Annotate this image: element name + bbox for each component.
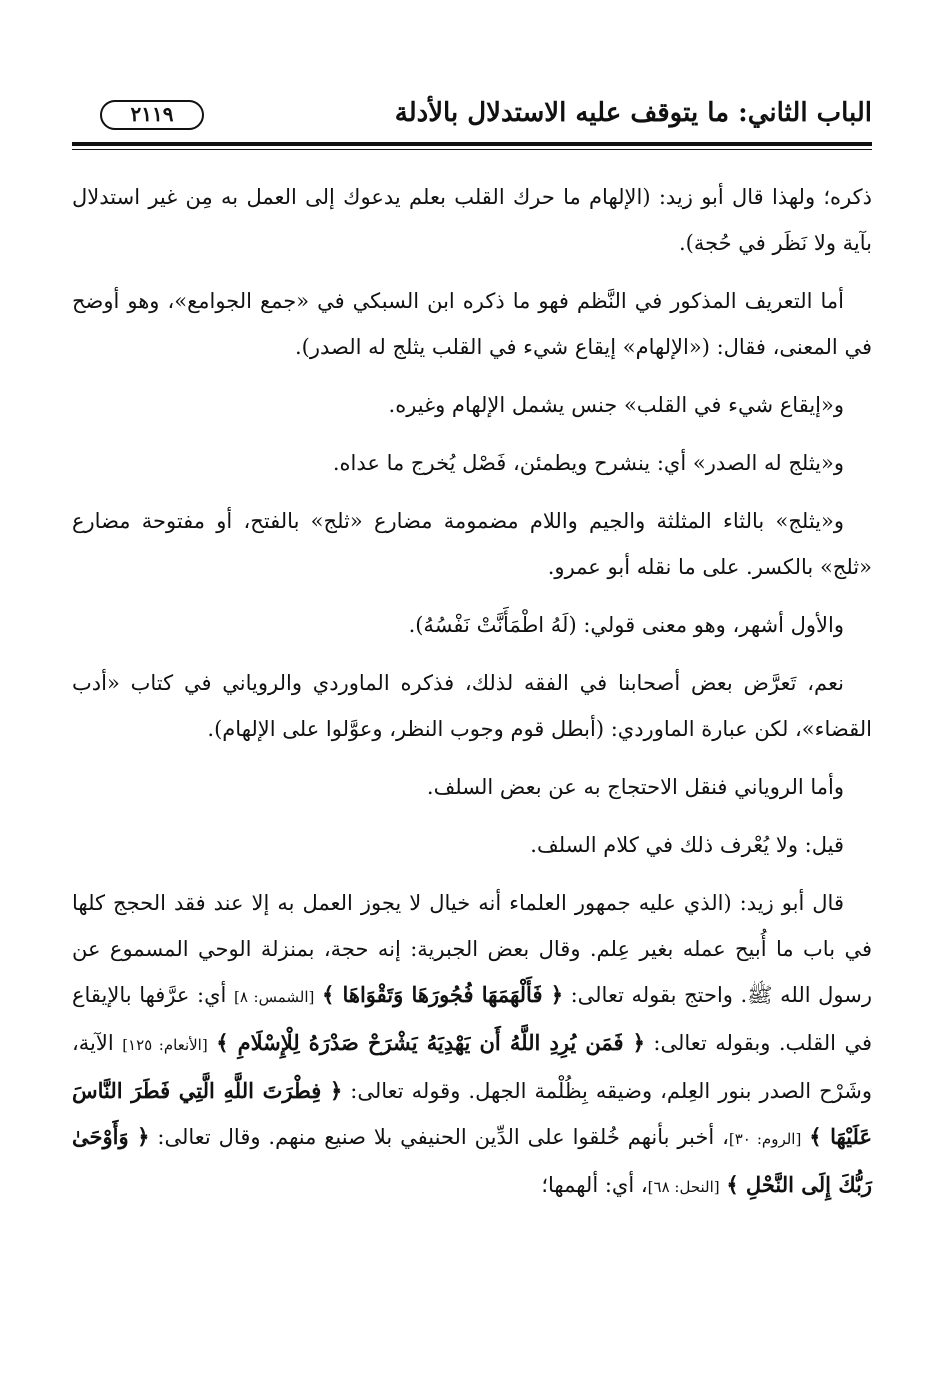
paragraph-6: والأول أشهر، وهو معنى قولي: (لَهُ اطْمَأَنَّتْ نَفْسُهُ). xyxy=(408,613,844,637)
quran-verse: ﴿ فِطْرَتَ اللَّهِ الَّتِي فَطَرَ النَّاسَ عَلَيْهَا ﴾ xyxy=(72,1078,872,1149)
header-rule-thick xyxy=(72,142,872,146)
paragraph-5: و«يثلج» بالثاء المثلثة والجيم واللام مضمومة مضارع «ثلج» بالفتح، أو مفتوحة مضارع «ثلج» بالكسر. على ما نقله أبو عمرو. xyxy=(72,509,872,579)
paragraph-8: وأما الروياني فنقل الاحتجاج به عن بعض السلف. xyxy=(426,775,844,799)
verse-reference: [الأنعام: ١٢٥] xyxy=(122,1036,208,1054)
text-run: الآية، وشَرْح الصدر بنور العِلم، وضيقه بِظُلْمة الجهل. وقوله تعالى: xyxy=(72,1031,872,1103)
page-number-badge: ٢١١٩ xyxy=(100,100,204,130)
header-rule-thin xyxy=(72,149,872,150)
quran-verse: ﴿ وَأَوْحَىٰ رَبُّكَ إِلَى النَّحْلِ ﴾ xyxy=(72,1124,872,1197)
page-header xyxy=(72,92,872,140)
verse-reference: [الشمس: ٨] xyxy=(233,988,315,1006)
paragraph-7: نعم، تَعرَّض بعض أصحابنا في الفقه لذلك، فذكره الماوردي والروياني في كتاب «أدب القضاء»، لكن عبارة الماوردي: (أبطل قوم وجوب النظر، وعوَّلوا على الإلهام). xyxy=(72,671,872,741)
text-run: ، أي: ألهمها؛ xyxy=(541,1173,648,1197)
paragraph-2: أما التعريف المذكور في النَّظم فهو ما ذكره ابن السبكي في «جمع الجوامع»، وهو أوضح في المعنى، فقال: («الإلهام» إيقاع شيء في القلب يثلج له الصدر). xyxy=(72,289,872,359)
quran-verse: ﴿ فَأَلْهَمَهَا فُجُورَهَا وَتَقْوَاهَا ﴾ xyxy=(321,982,563,1007)
book-page xyxy=(72,92,872,1322)
text-run: أي: عرَّفها بالإيقاع في القلب. وبقوله تعالى: xyxy=(72,983,872,1055)
paragraph-1: ذكره؛ ولهذا قال أبو زيد: (الإلهام ما حرك القلب بعلم يدعوك إلى العمل به مِن غير استدلال بآية ولا نَظَر في حُجة). xyxy=(72,185,872,255)
quran-verse: ﴿ فَمَن يُرِدِ اللَّهُ أَن يَهْدِيَهُ يَشْرَحْ صَدْرَهُ لِلْإِسْلَامِ ﴾ xyxy=(216,1030,645,1055)
paragraph-3: و«إيقاع شيء في القلب» جنس يشمل الإلهام وغيره. xyxy=(388,393,844,417)
verse-reference: [النحل: ٦٨] xyxy=(647,1178,720,1196)
text-run: ، أخبر بأنهم خُلقوا على الدِّين الحنيفي بلا صنيع منهم. وقال تعالى: xyxy=(149,1125,729,1149)
verse-reference: [الروم: ٣٠] xyxy=(728,1130,802,1148)
paragraph-10 xyxy=(72,880,872,1210)
body-text xyxy=(72,174,872,1222)
paragraph-9: قيل: ولا يُعْرف ذلك في كلام السلف. xyxy=(530,833,844,857)
running-title: الباب الثاني: ما يتوقف عليه الاستدلال بالأدلة xyxy=(394,98,872,128)
text-run: قال أبو زيد: (الذي عليه جمهور العلماء أنه خيال لا يجوز العمل به إلا عند فقد الحجج كلها في باب ما أُبيح عمله بغير عِلم. وقال بعض الجبرية: إنه حجة، بمنزلة الوحي المسموع عن رسول الله ﷺ. واحتج بقوله تعالى: xyxy=(72,891,872,1007)
paragraph-4: و«يثلج له الصدر» أي: ينشرح ويطمئن، فَصْل يُخرج ما عداه. xyxy=(332,451,844,475)
